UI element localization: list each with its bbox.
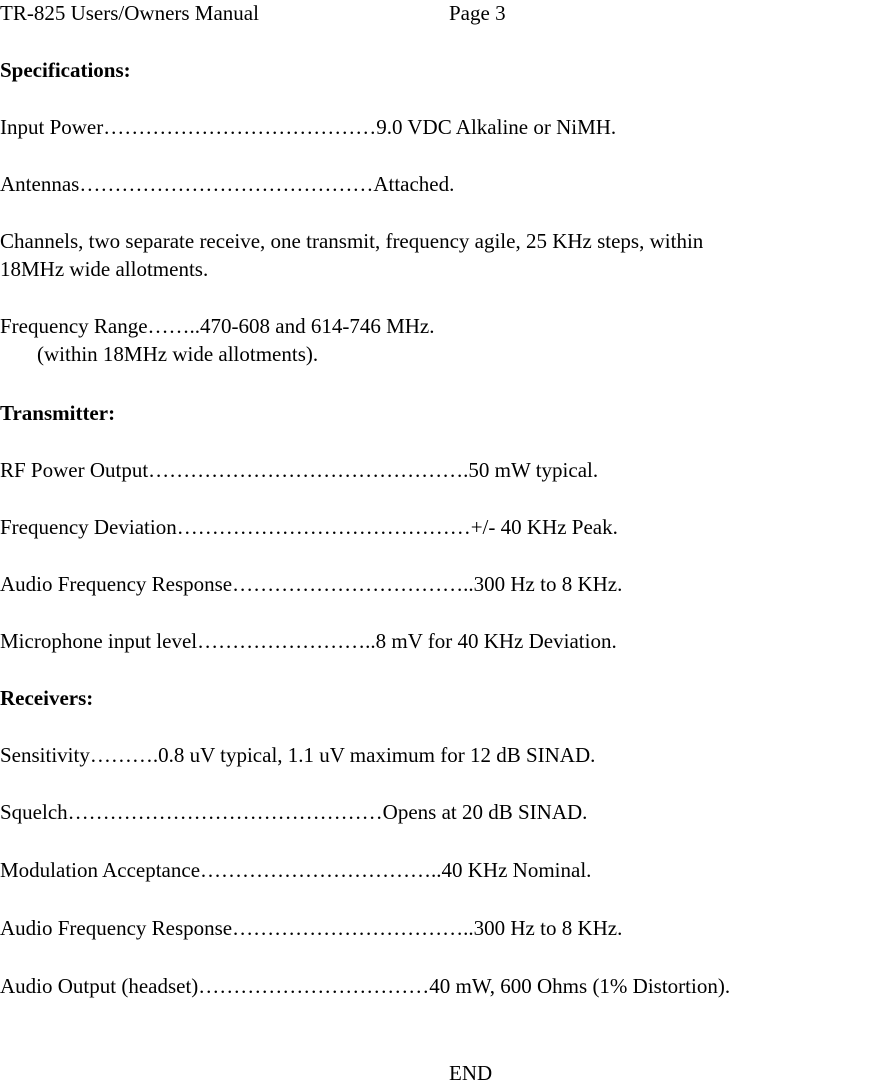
rx-modulation-acceptance: Modulation Acceptance……………………………..40 KHz Nominal. — [0, 858, 592, 882]
spec-frequency-range-note: (within 18MHz wide allotments). — [37, 342, 319, 366]
tx-audio-frequency-response: Audio Frequency Response……………………………..300 Hz to 8 KHz. — [0, 572, 623, 596]
tx-rf-power: RF Power Output……………………………………….50 mW typical. — [0, 458, 599, 482]
tx-microphone-level: Microphone input level……………………..8 mV for 40 KHz Deviation. — [0, 629, 617, 653]
spec-channels-line1: Channels, two separate receive, one transmit, frequency agile, 25 KHz steps, within — [0, 229, 704, 253]
spec-antennas: Antennas……………………………………Attached. — [0, 172, 455, 196]
spec-frequency-range: Frequency Range……..470-608 and 614-746 MHz. — [0, 314, 435, 338]
page-number: Page 3 — [449, 1, 506, 25]
receivers-heading: Receivers: — [0, 686, 94, 710]
spec-channels-line2: 18MHz wide allotments. — [0, 257, 209, 281]
rx-sensitivity: Sensitivity……….0.8 uV typical, 1.1 uV maximum for 12 dB SINAD. — [0, 743, 596, 767]
tx-frequency-deviation: Frequency Deviation……………………………………+/- 40 KHz Peak. — [0, 515, 618, 539]
spec-input-power: Input Power…………………………………9.0 VDC Alkaline or NiMH. — [0, 115, 617, 139]
specifications-heading: Specifications: — [0, 58, 131, 82]
rx-audio-frequency-response: Audio Frequency Response……………………………..300 Hz to 8 KHz. — [0, 916, 623, 940]
rx-audio-output: Audio Output (headset)……………………………40 mW, 600 Ohms (1% Distortion). — [0, 974, 731, 998]
transmitter-heading: Transmitter: — [0, 401, 116, 425]
document-title: TR-825 Users/Owners Manual — [0, 1, 259, 25]
rx-squelch: Squelch………………………………………Opens at 20 dB SINAD. — [0, 800, 588, 824]
end-marker: END — [449, 1061, 493, 1085]
